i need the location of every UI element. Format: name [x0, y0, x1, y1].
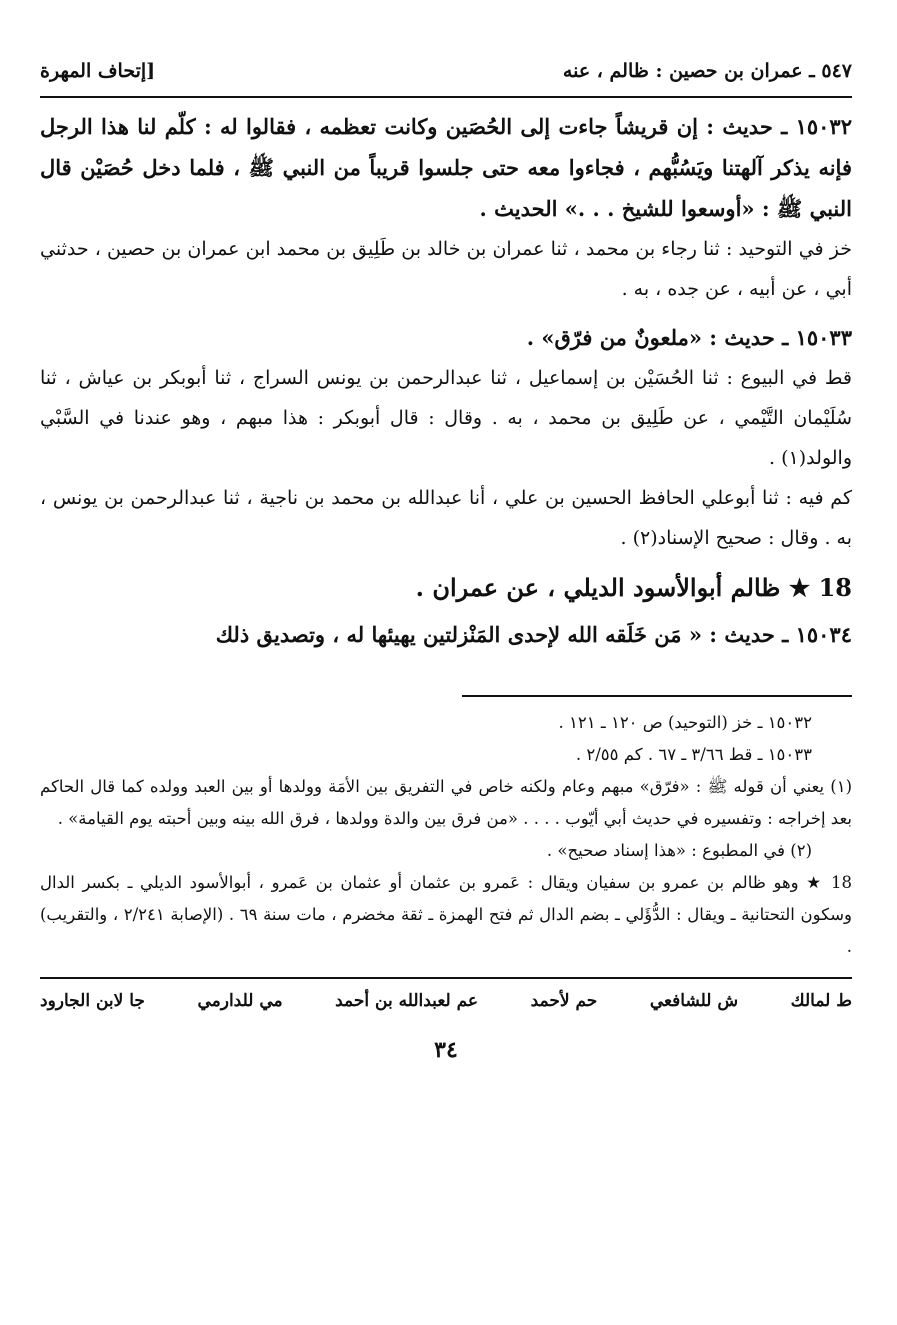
footnote-item: ١٥٠٣٢ ـ خز (التوحيد) ص ١٢٠ ـ ١٢١ .: [558, 713, 812, 732]
abbreviation-item: عم لعبدالله بن أحمد: [335, 991, 479, 1011]
header-chapter: ٥٤٧ ـ عمران بن حصين : ظالم ، عنه: [562, 60, 852, 82]
hadith-entry-15034: ١٥٠٣٤ ـ حديث : « مَن خَلَقه الله لإحدى المَنْزلتين يهيئها له ، وتصديق ذلك: [215, 622, 852, 647]
abbreviation-item: ط لمالك: [790, 991, 852, 1011]
footnote-item: 18 ★ وهو ظالم بن عمرو بن سفيان ويقال : عَمرو بن عثمان أو عثمان بن عَمرو ، أبوالأسود الديلي ـ بكسر الدال وسكون التحتانية ـ ويقال : الدُّؤَلي ـ بضم الدال ثم فتح الهمزة ـ ثقة مخضرم ، مات سنة ٦٩ . (الإصابة ٢/٢٤١ ، والتقريب) .: [40, 873, 853, 956]
running-header: [40, 60, 852, 82]
hadith-entry-15033: [40, 317, 852, 558]
hadith-source: قط في البيوع : ثنا الحُسَيْن بن إسماعيل ، ثنا عبدالرحمن بن يونس السراج ، ثنا أبوبكر بن عياش ، ثنا سُلَيْمان التَّيْمي ، عن طَلِيق بن محمد ، به . وقال : قال أبوبكر : هذا مبهم ، وهو عندنا في السَّبْي والولد(١) .: [40, 367, 852, 469]
hadith-text: ١٥٠٣٣ ـ حديث : «ملعونٌ من فرّق» .: [526, 325, 852, 350]
page: [40, 60, 852, 1063]
footnotes: [40, 707, 852, 963]
abbreviation-item: حم لأحمد: [530, 991, 598, 1011]
footnote-item: (٢) في المطبوع : «هذا إسناد صحيح» .: [546, 841, 812, 860]
abbreviation-key: [40, 991, 852, 1011]
hadith-text: ١٥٠٣٢ ـ حديث : إن قريشاً جاءت إلى الحُصَين وكانت تعظمه ، فقالوا له : كلّم لنا هذا الرجل فإنه يذكر آلهتنا ويَسُبُّهم ، فجاءوا معه حتى جلسوا قريباً من النبي ﷺ ، فلما دخل حُصَيْن قال النبي ﷺ : «أوسعوا للشيخ . . .» الحديث .: [40, 114, 852, 221]
footnote-item: (١) يعني أن قوله ﷺ : «فرّق» مبهم وعام ولكنه خاص في التفريق بين الأمَة وولدها أو بين العبد وولده كما قال الحاكم بعد إخراجه : وتفسيره في حديث أبي أيّوب . . . . «من فرق بين والدة وولدها ، فرق الله بينه وبين أحبته يوم القيامة» .: [40, 777, 852, 828]
abbreviation-item: ش للشافعي: [649, 991, 739, 1011]
hadith-source: خز في التوحيد : ثنا رجاء بن محمد ، ثنا عمران بن خالد بن طَلِيق بن محمد ابن عمران بن حصين ، حدثني أبي ، عن أبيه ، عن جده ، به .: [40, 238, 852, 300]
abbreviation-item: مي للدارمي: [197, 991, 283, 1011]
footnote-rule: [462, 695, 852, 697]
header-book-title: [إتحاف المهرة: [40, 60, 156, 82]
narrator-heading: 18 ★ ظالم أبوالأسود الديلي ، عن عمران .: [415, 573, 852, 602]
abbreviation-item: جا لابن الجارود: [40, 991, 145, 1011]
footnote-item: ١٥٠٣٣ ـ قط ٣/٦٦ ـ ٦٧ . كم ٢/٥٥ .: [575, 745, 812, 764]
abbreviation-rule: [40, 977, 852, 979]
page-number: ٣٤: [434, 1037, 458, 1063]
hadith-entry-15032: [40, 106, 852, 309]
header-rule: [40, 96, 852, 98]
hadith-source: كم فيه : ثنا أبوعلي الحافظ الحسين بن علي ، أنا عبدالله بن محمد بن ناجية ، ثنا عبدالرحمن بن يونس ، به . وقال : صحيح الإسناد(٢) .: [40, 487, 852, 549]
